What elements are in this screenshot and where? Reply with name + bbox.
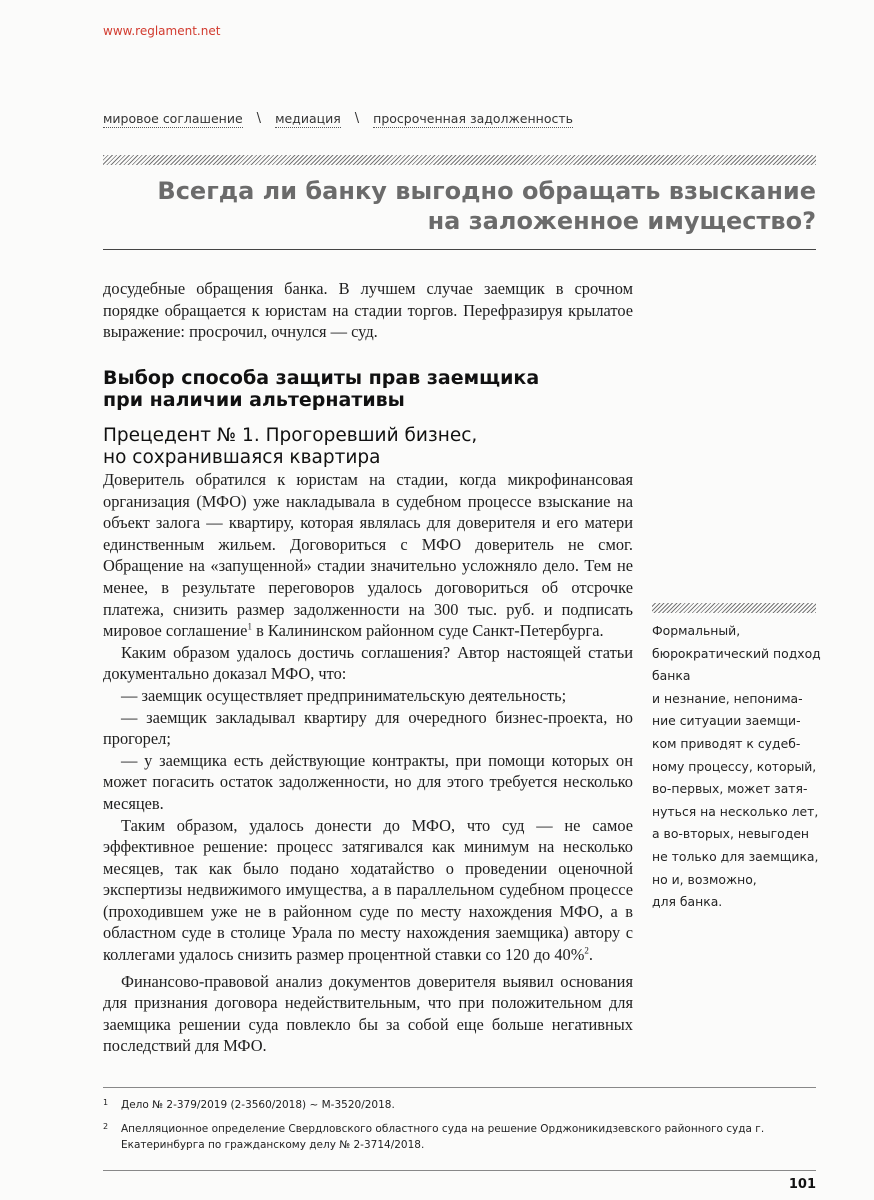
- body-paragraph: [103, 469, 633, 642]
- intro-paragraph: [103, 278, 633, 343]
- sidebar-hatch-divider: [652, 603, 816, 613]
- article-title: [96, 176, 816, 236]
- intro-text: досудебные обращения банка. В лучшем случае заемщик в срочном порядке обращается к юристам на стадии торгов. Перефразируя крылатое выражение: просрочил, очнулся — суд.: [103, 279, 633, 342]
- precedent-subheading-line-1: Прецедент № 1. Прогоревший бизнес,: [103, 425, 478, 446]
- site-url[interactable]: www.reglament.net: [103, 24, 221, 38]
- footnote-number: 2: [103, 1122, 109, 1131]
- body-text: в Калининском районном суде Санкт-Петербурга.: [251, 621, 604, 641]
- tag-overdue-debt[interactable]: просроченная задолженность: [373, 111, 573, 126]
- footnote-rule: [103, 1087, 816, 1088]
- article-title-line-1: Всегда ли банку выгодно обращать взыскание: [157, 177, 816, 205]
- list-item: — заемщик осуществляет предпринимательскую деятельность;: [121, 685, 567, 705]
- footnote-number: 1: [103, 1098, 109, 1107]
- precedent-subheading-line-2: но сохранившаяся квартира: [103, 447, 381, 468]
- sidebar-line: нуться на несколько лет,: [652, 803, 819, 819]
- footnote-ref-1[interactable]: 1: [247, 621, 252, 632]
- section-heading-line-1: Выбор способа защиты прав заемщика: [103, 367, 540, 389]
- sidebar-line: и незнание, непонима-: [652, 690, 803, 706]
- title-hatch-divider: [103, 155, 816, 165]
- page-number: 101: [788, 1177, 816, 1192]
- precedent-subheading: [103, 425, 643, 469]
- sidebar-line: ному процессу, который,: [652, 758, 817, 774]
- article-title-line-2: на заложенное имущество?: [427, 207, 816, 235]
- footnote-2: [103, 1121, 818, 1153]
- footnote-1: [103, 1097, 818, 1113]
- sidebar-line: ком приводят к судеб-: [652, 735, 801, 751]
- body-text: .: [588, 945, 593, 965]
- sidebar-line: ние ситуации заемщи-: [652, 713, 801, 729]
- footnote-text: Дело № 2-379/2019 (2-3560/2018) ~ М-3520/2018.: [121, 1099, 395, 1111]
- sidebar-line: не только для заемщика,: [652, 848, 819, 864]
- title-rule: [103, 249, 816, 250]
- sidebar-line: но и, возможно,: [652, 871, 757, 887]
- tag-separator: \: [354, 111, 360, 126]
- tag-list: [103, 111, 573, 128]
- body-paragraph: Каким образом удалось достичь соглашения? Автор настоящей статьи документально доказал МФО, что:: [103, 642, 633, 684]
- footnotes: [103, 1097, 818, 1161]
- tag-separator: \: [256, 111, 262, 126]
- footnote-text: Апелляционное определение Свердловского областного суда на решение Орджоникидзевского районного суда г. Екатеринбурга по гражданскому делу № 2-3714/2018.: [121, 1123, 765, 1151]
- body-paragraph: [103, 815, 633, 966]
- tag-mediation[interactable]: медиация: [275, 111, 341, 126]
- body-paragraph: Финансово-правовой анализ документов доверителя выявил основания для признания договора недействительным, что при положительном для заемщика решении суда повлекло бы за собой еще больше негативных последствий для МФО.: [103, 971, 633, 1056]
- article-body: [103, 469, 633, 1057]
- sidebar-callout: [652, 620, 824, 914]
- sidebar-line: для банка.: [652, 894, 723, 910]
- sidebar-line: Формальный, бюрократический подход банка: [652, 623, 821, 684]
- sidebar-line: во-первых, может затя-: [652, 781, 808, 797]
- list-item: — заемщик закладывал квартиру для очередного бизнес-проекта, но прогорел;: [103, 707, 633, 749]
- body-text: Доверитель обратился к юристам на стадии, когда микрофинансовая организация (МФО) уже накладывала в судебном процессе взыскание на объект залога — квартиру, которая являлась для доверителя и его матери единственным жильем. Договориться с МФО доверитель не смог. Обращение на «запущенной» стадии значительно усложняло дело. Тем не менее, в результате переговоров удалось договориться об отсрочке платежа, снизить размер задолженности на 300 тыс. руб. и подписать мировое соглашение: [103, 470, 633, 641]
- section-heading: [103, 367, 643, 411]
- page-bottom-rule: [103, 1170, 816, 1171]
- body-text: Таким образом, удалось донести до МФО, что суд — не самое эффективное решение: процесс затягивался как минимум на несколько месяцев, так как было подано ходатайство о проведении оценочной экспертизы недвижимого имущества, а в параллельном судебном процессе (проходившем уже не в районном суде по месту нахождения МФО, а в областном суде в столице Урала по месту нахождения заемщика) автору с коллегами удалось снизить размер процентной ставки со 120 до 40%: [103, 815, 633, 965]
- tag-settlement-agreement[interactable]: мировое соглашение: [103, 111, 243, 126]
- list-item: — у заемщика есть действующие контракты, при помощи которых он может погасить остаток задолженности, но для этого требуется несколько месяцев.: [103, 750, 633, 813]
- section-heading-line-2: при наличии альтернативы: [103, 389, 405, 411]
- footnote-ref-2[interactable]: 2: [584, 945, 589, 956]
- sidebar-line: а во-вторых, невыгоден: [652, 826, 810, 842]
